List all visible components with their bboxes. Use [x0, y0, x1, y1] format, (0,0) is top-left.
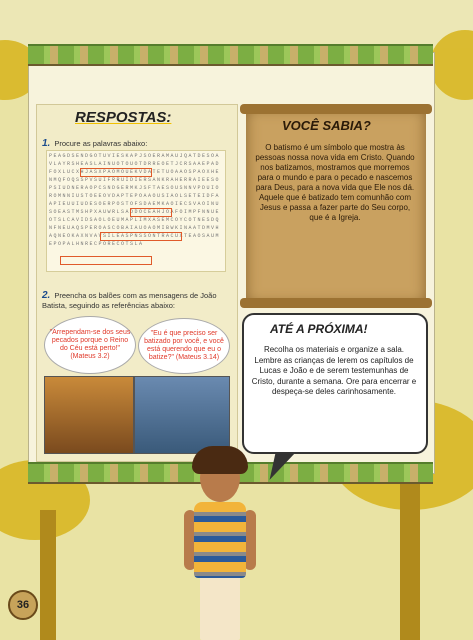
question-1 [42, 138, 147, 149]
word-highlight [60, 256, 152, 265]
closing-text: Recolha os materiais e organize a sala. Lembre as crianças de lerem os capítulos de Lucas e João e de serem testemunhas de Cristo, durante a semana. Ore para encerrar e despeça-se deles carinhosamente. [251, 345, 417, 396]
illustration-john-preaching [44, 376, 134, 454]
question-2 [42, 291, 232, 311]
vine-border-top [28, 44, 433, 66]
page-number: 36 [8, 590, 38, 620]
question-1-number: 1. [42, 138, 51, 149]
did-you-know-title: VOCÊ SABIA? [282, 118, 371, 133]
boy-sweater [194, 502, 246, 578]
question-1-text: Procure as palavras abaixo: [54, 139, 148, 148]
question-2-text: Preencha os balões com as mensagens de João Batista, seguindo as referências abaixo: [42, 291, 217, 310]
did-you-know-text: O batismo é um símbolo que mostra às pessoas nossa nova vida em Cristo. Quando nos batizamos, mostramos que morremos para o mundo e para o pecado e nascemos para Deus, para a nova vida que Ele nos dá. Aquele que é batizado tem comunhão com Jesus e passa a fazer parte do Seu corpo, que é a Igreja. [255, 143, 415, 222]
answers-title: RESPOSTAS: [75, 109, 172, 126]
word-highlight [100, 232, 182, 241]
speech-bubble-2: "Eu é que preciso ser batizado por você, e você está querendo que eu o batize?" (Mateus 3.14) [138, 318, 230, 374]
illustration-baptism [134, 376, 230, 454]
question-2-number: 2. [42, 290, 51, 301]
scroll-rod-bottom [240, 298, 432, 308]
speech-bubble-1: "Arrependam-se dos seus pecados porque o Reino do Céu está perto!" (Mateus 3.2) [44, 316, 136, 374]
word-highlight [130, 208, 172, 217]
top-background [0, 0, 473, 48]
boy-hair [192, 446, 248, 474]
scroll-rod-top [240, 104, 432, 114]
closing-title: ATÉ A PRÓXIMA! [270, 322, 368, 336]
boy-legs [200, 576, 240, 640]
tree-trunk-left [40, 510, 56, 640]
word-search-grid: PEAGDSENDGOTUVIESKAPJSOERAMAUJQATDESOAVLAYRSHEASLAINUOTOUOTDRREOETJCRSAAEPADFOXLUCXHJASXPAOMOUEKVDATETUOAAOSPAOXHENMQFOQSSPVSUIFRRUIDIERSANKRAHERRAIEESOPSIUDNERAOPCSNDGERMKJSFTAESOUSNNVPDUIOROMNNIUSTOEEOVDAPTEPOAAOUSIAOLSETEIDFAAPIEUUIUDESOERPOSTOFSDAEMKAOIECSVAOINUSOEASTMSHPXAUWRLSAODOCEAHJOAFOIMPFNNUEOTSLCAVIDSAOLOEUMAPLIMXASEMCOYCOTNESDQNFNEUAQSPEROASCOBAIAUOAOMIBWKINAATDMVHAQNEOKAXNVAVSILEASPNSSONTRACUXTEAOSAUMEPOPALHNRECPORECOTSLA [46, 150, 226, 272]
tree-trunk-right [400, 480, 420, 640]
word-highlight [80, 168, 152, 177]
